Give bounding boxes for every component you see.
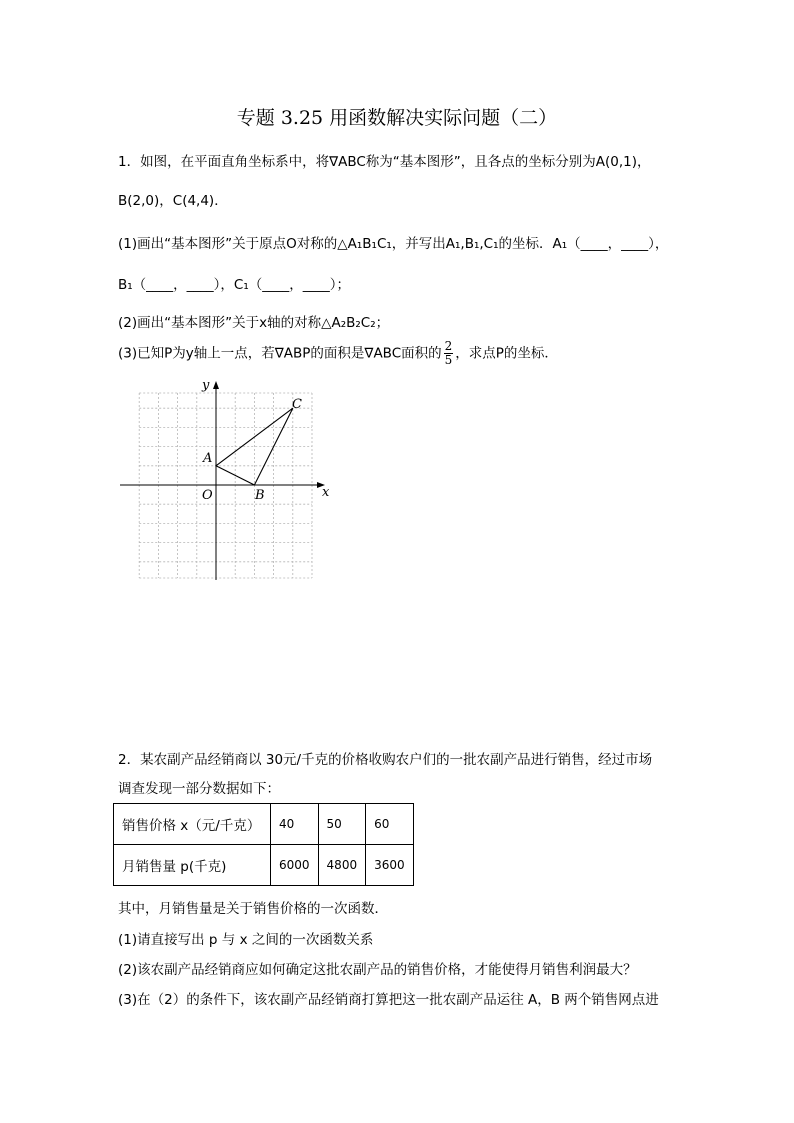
- y-axis-arrow: [213, 381, 219, 389]
- fraction-numerator: 2: [444, 339, 453, 353]
- fraction-denominator: 5: [444, 353, 453, 367]
- q1-part2: (2)画出“基本图形”关于x轴的对称△A₂B₂C₂；: [118, 315, 390, 331]
- table-cell: 3600: [366, 845, 414, 886]
- page-title: 专题 3.25 用函数解决实际问题（二）: [236, 107, 558, 129]
- origin-label: O: [202, 488, 213, 503]
- q2-part1: (1)请直接写出 p 与 x 之间的一次函数关系: [118, 932, 374, 948]
- table-row: [114, 804, 414, 845]
- q2-note: 其中，月销售量是关于销售价格的一次函数．: [118, 901, 388, 917]
- fraction-two-fifths: [444, 340, 454, 367]
- table-cell: 4800: [318, 845, 366, 886]
- q1-part3: [118, 340, 558, 367]
- q1-part3-tail: ，求点P的坐标．: [455, 345, 558, 362]
- point-a-label: A: [203, 451, 213, 466]
- q2-intro-line1: 2．某农副产品经销商以 30元/千克的价格收购农户们的一批农副产品进行销售，经过市场: [118, 752, 653, 768]
- q1-part1-line1: (1)画出“基本图形”关于原点O对称的△A₁B₁C₁，并写出A₁,B₁,C₁的坐标．A₁（____，____），: [118, 236, 669, 252]
- q2-intro-line2: 调查发现一部分数据如下：: [118, 781, 280, 797]
- row-header-price: 销售价格 x（元/千克）: [114, 804, 271, 845]
- point-b-label: B: [255, 488, 265, 503]
- table-cell: 6000: [271, 845, 319, 886]
- table-cell: 50: [318, 804, 366, 845]
- point-c-label: C: [292, 397, 302, 412]
- q2-part3: (3)在（2）的条件下，该农副产品经销商打算把这一批农副产品运往 A，B 两个销售网点进: [118, 992, 659, 1008]
- q1-part1-line2: B₁（____，____），C₁（____，____）；: [118, 277, 351, 293]
- price-sales-table: [113, 803, 414, 886]
- x-axis-label: x: [322, 485, 330, 500]
- q1-part3-text: (3)已知P为y轴上一点，若∇ABP的面积是∇ABC面积的: [118, 345, 442, 362]
- row-header-sales: 月销售量 p(千克): [114, 845, 271, 886]
- table-cell: 40: [271, 804, 319, 845]
- table-cell: 60: [366, 804, 414, 845]
- table-row: [114, 845, 414, 886]
- q1-intro-line2: B(2,0)，C(4,4)．: [118, 193, 228, 209]
- q1-intro-line1: 1．如图，在平面直角坐标系中，将∇ABC称为“基本图形”，且各点的坐标分别为A(0,1)，: [118, 154, 651, 170]
- y-axis-label: y: [202, 378, 210, 393]
- q2-part2: (2)该农副产品经销商应如何确定这批农副产品的销售价格，才能使得月销售利润最大？: [118, 962, 637, 978]
- coordinate-figure: [115, 375, 335, 585]
